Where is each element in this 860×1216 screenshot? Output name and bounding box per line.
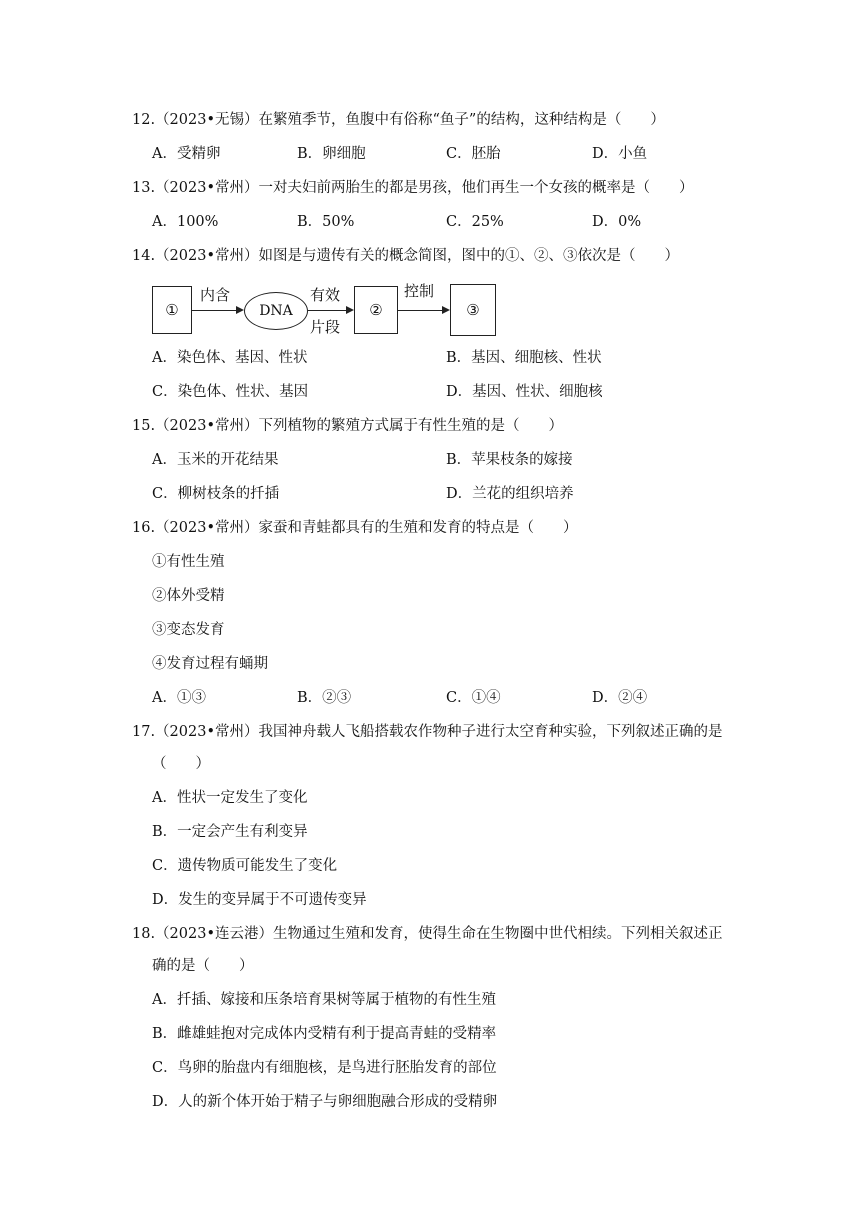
question-18-stem-continued: 确的是（ ） [152, 958, 254, 974]
question-17-option-d[interactable]: D．发生的变异属于不可遗传变异 [152, 892, 367, 908]
diagram-label-segment: 片段 [310, 318, 341, 336]
diagram-arrow-1 [192, 310, 242, 311]
diagram-label-contains: 内含 [200, 286, 231, 304]
question-18-option-c[interactable]: C．鸟卵的胎盘内有细胞核，是鸟进行胚胎发育的部位 [152, 1060, 497, 1076]
option-c[interactable]: C．柳树枝条的扦插 [152, 486, 280, 502]
diagram-box-2: ② [354, 286, 398, 334]
diagram-label-control: 控制 [404, 282, 435, 300]
diagram-dna-ellipse: DNA [244, 292, 308, 330]
option-d[interactable]: D．基因、性状、细胞核 [446, 384, 603, 400]
question-18-stem: 18.（2023•连云港）生物通过生殖和发育，使得生命在生物圈中世代相续。下列相关叙述正 [132, 926, 723, 942]
option-a[interactable]: A．染色体、基因、性状 [152, 350, 308, 366]
option-c[interactable]: C．①④ [446, 690, 501, 706]
option-b[interactable]: B．基因、细胞核、性状 [446, 350, 602, 366]
option-d[interactable]: D．0% [592, 214, 642, 230]
question-12-stem: 12.（2023•无锡）在繁殖季节，鱼腹中有俗称“鱼子”的结构，这种结构是（ ） [132, 112, 665, 128]
question-18-option-b[interactable]: B．雌雄蛙抱对完成体内受精有利于提高青蛙的受精率 [152, 1026, 497, 1042]
diagram-box-3: ③ [450, 284, 496, 336]
option-d[interactable]: D．②④ [592, 690, 648, 706]
option-a[interactable]: A．受精卵 [152, 146, 221, 162]
question-17-stem-continued: （ ） [152, 756, 210, 772]
question-16-stem: 16.（2023•常州）家蚕和青蛙都具有的生殖和发育的特点是（ ） [132, 520, 578, 536]
diagram-box-1: ① [152, 286, 192, 334]
option-b[interactable]: B．②③ [297, 690, 352, 706]
option-b[interactable]: B．苹果枝条的嫁接 [446, 452, 573, 468]
question-18-option-d[interactable]: D．人的新个体开始于精子与卵细胞融合形成的受精卵 [152, 1094, 498, 1110]
option-a[interactable]: A．①③ [152, 690, 206, 706]
option-d[interactable]: D．兰花的组织培养 [446, 486, 574, 502]
question-16-item-3: ③变态发育 [152, 622, 225, 638]
option-c[interactable]: C．染色体、性状、基因 [152, 384, 309, 400]
question-16-item-1: ①有性生殖 [152, 554, 225, 570]
diagram-arrow-3 [398, 310, 448, 311]
question-15-stem: 15.（2023•常州）下列植物的繁殖方式属于有性生殖的是（ ） [132, 418, 564, 434]
option-d[interactable]: D．小鱼 [592, 146, 648, 162]
question-16-item-2: ②体外受精 [152, 588, 225, 604]
question-13-stem: 13.（2023•常州）一对夫妇前两胎生的都是男孩，他们再生一个女孩的概率是（ ） [132, 180, 694, 196]
option-b[interactable]: B．卵细胞 [297, 146, 366, 162]
question-18-option-a[interactable]: A．扦插、嫁接和压条培育果树等属于植物的有性生殖 [152, 992, 496, 1008]
option-b[interactable]: B．50% [297, 214, 355, 230]
option-c[interactable]: C．25% [446, 214, 504, 230]
option-a[interactable]: A．玉米的开花结果 [152, 452, 279, 468]
question-17-option-b[interactable]: B．一定会产生有利变异 [152, 824, 308, 840]
genetics-concept-diagram [152, 282, 502, 338]
question-16-item-4: ④发育过程有蛹期 [152, 656, 268, 672]
question-17-option-a[interactable]: A．性状一定发生了变化 [152, 790, 308, 806]
option-c[interactable]: C．胚胎 [446, 146, 501, 162]
question-14-stem: 14.（2023•常州）如图是与遗传有关的概念简图，图中的①、②、③依次是（ ） [132, 248, 680, 264]
diagram-label-effective: 有效 [310, 286, 341, 304]
question-17-stem: 17.（2023•常州）我国神舟载人飞船搭载农作物种子进行太空育种实验，下列叙述正确的是 [132, 724, 723, 740]
option-a[interactable]: A．100% [152, 214, 219, 230]
diagram-arrow-2 [308, 310, 352, 311]
question-17-option-c[interactable]: C．遗传物质可能发生了变化 [152, 858, 338, 874]
